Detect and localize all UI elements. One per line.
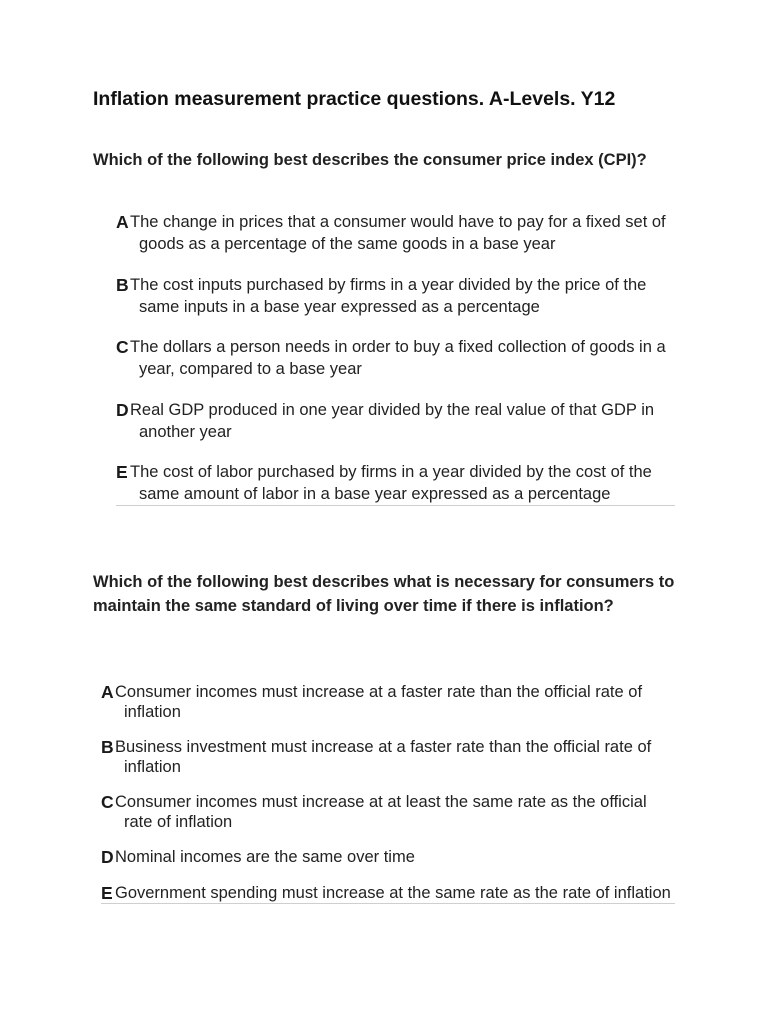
option-letter: D	[101, 847, 114, 867]
question-1-option-a[interactable]	[116, 211, 675, 255]
option-text: Real GDP produced in one year divided by the real value of that GDP in another year	[130, 400, 655, 441]
question-1-option-d[interactable]	[116, 399, 675, 443]
question-1-options	[116, 211, 675, 506]
question-2-option-e[interactable]	[101, 884, 675, 904]
option-text: Business investment must increase at a faster rate than the official rate of inflation	[115, 738, 652, 776]
option-letter: E	[101, 882, 113, 903]
option-text: The dollars a person needs in order to buy a fixed collection of goods in a year, compared to a base year	[130, 338, 666, 378]
option-text: Consumer incomes must increase at at least the same rate as the official rate of inflation	[115, 793, 647, 831]
option-text: The cost of labor purchased by firms in a year divided by the cost of the same amount of labor in a base year expressed as a percentage	[130, 463, 652, 503]
document-title: Inflation measurement practice questions. A-Levels. Y12	[93, 88, 616, 110]
question-2-options	[101, 683, 675, 904]
question-2-option-c[interactable]	[101, 793, 675, 832]
option-letter: A	[116, 212, 129, 232]
option-text: Nominal incomes are the same over time	[115, 848, 415, 866]
question-2-option-d[interactable]	[101, 848, 675, 868]
option-letter: D	[116, 399, 129, 420]
option-text: Government spending must increase at the same rate as the rate of inflation	[115, 883, 671, 902]
option-letter: C	[101, 792, 114, 812]
option-text: The cost inputs purchased by firms in a year divided by the price of the same inputs in a base year expressed as a percentage	[130, 275, 647, 316]
question-1-option-c[interactable]	[116, 336, 675, 380]
option-letter: A	[101, 682, 114, 702]
option-letter: C	[116, 337, 129, 357]
option-letter: B	[101, 737, 114, 757]
question-1-stem: Which of the following best describes the consumer price index (CPI)?	[93, 151, 647, 169]
option-letter: B	[116, 274, 129, 295]
question-1-option-b[interactable]	[116, 274, 675, 318]
question-2-stem: Which of the following best describes what is necessary for consumers to maintain the same standard of living over time if there is inflation?	[93, 573, 675, 615]
option-text: The change in prices that a consumer would have to pay for a fixed set of goods as a percentage of the same goods in a base year	[130, 213, 666, 253]
question-2-option-a[interactable]	[101, 683, 675, 722]
question-1-option-e[interactable]	[116, 461, 675, 505]
option-letter: E	[116, 462, 128, 482]
question-2-option-b[interactable]	[101, 738, 675, 777]
option-text: Consumer incomes must increase at a faster rate than the official rate of inflation	[115, 683, 643, 721]
